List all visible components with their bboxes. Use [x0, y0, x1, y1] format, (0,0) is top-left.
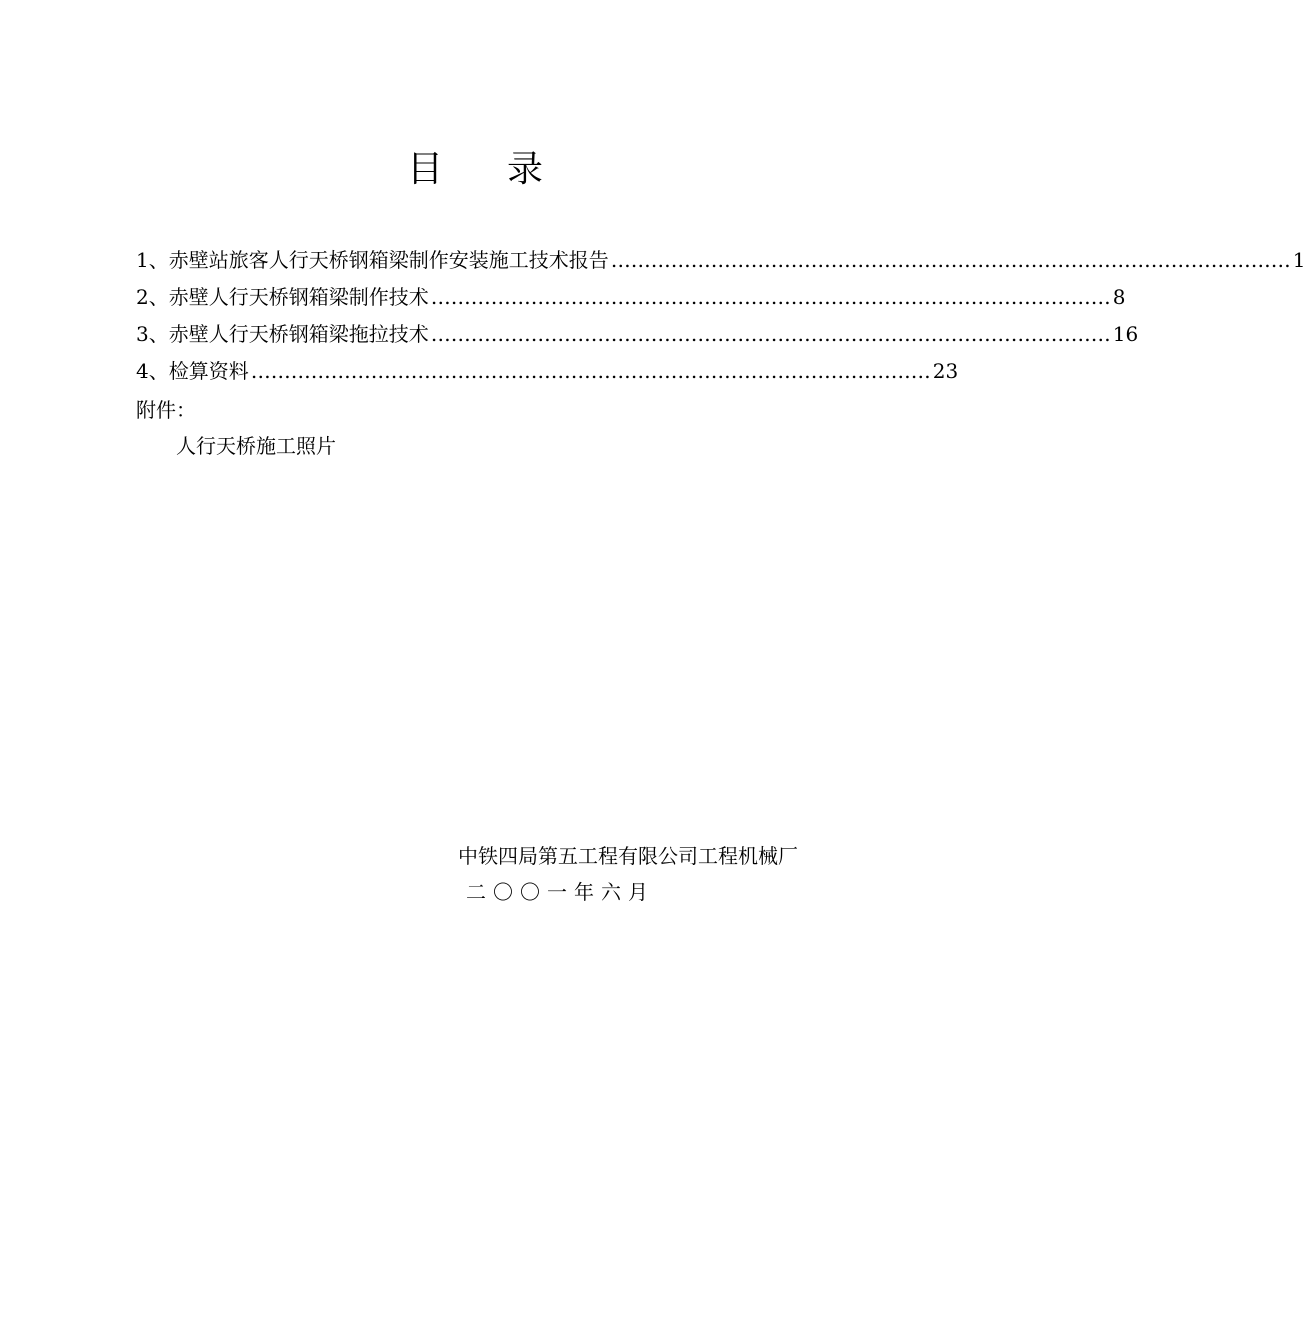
toc-entry-page: 16: [1112, 322, 1139, 346]
table-of-contents: [136, 246, 1305, 394]
toc-entry[interactable]: [136, 246, 1305, 283]
toc-entry-page: 23: [932, 359, 959, 383]
toc-dot-leader: …………………………………………………………………………………………: [430, 322, 1111, 346]
toc-entry[interactable]: [136, 283, 1126, 320]
toc-entry-title: 赤壁人行天桥钢箱梁拖拉技术: [168, 322, 429, 346]
toc-dot-leader: …………………………………………………………………………………………: [250, 359, 931, 383]
toc-entry-title: 检算资料: [168, 359, 249, 383]
toc-entry[interactable]: [136, 320, 1139, 357]
toc-entry-page: 8: [1112, 285, 1126, 309]
document-date: 二〇〇一年六月: [466, 880, 655, 904]
appendix-item[interactable]: 人行天桥施工照片: [176, 434, 336, 458]
toc-entry-number: 1、: [136, 248, 169, 272]
toc-dot-leader: …………………………………………………………………………………………: [430, 285, 1111, 309]
toc-entry-title: 赤壁站旅客人行天桥钢箱梁制作安装施工技术报告: [168, 248, 609, 272]
toc-entry-number: 3、: [136, 322, 169, 346]
organization-name: 中铁四局第五工程有限公司工程机械厂: [458, 844, 798, 868]
toc-entry-title: 赤壁人行天桥钢箱梁制作技术: [168, 285, 429, 309]
toc-entry[interactable]: [136, 357, 959, 394]
toc-entry-number: 4、: [136, 359, 169, 383]
toc-entry-page: 1: [1292, 248, 1305, 272]
page-title: 目录: [406, 149, 607, 190]
appendix-label: 附件：: [136, 398, 196, 422]
toc-entry-number: 2、: [136, 285, 169, 309]
toc-dot-leader: …………………………………………………………………………………………: [610, 248, 1291, 272]
